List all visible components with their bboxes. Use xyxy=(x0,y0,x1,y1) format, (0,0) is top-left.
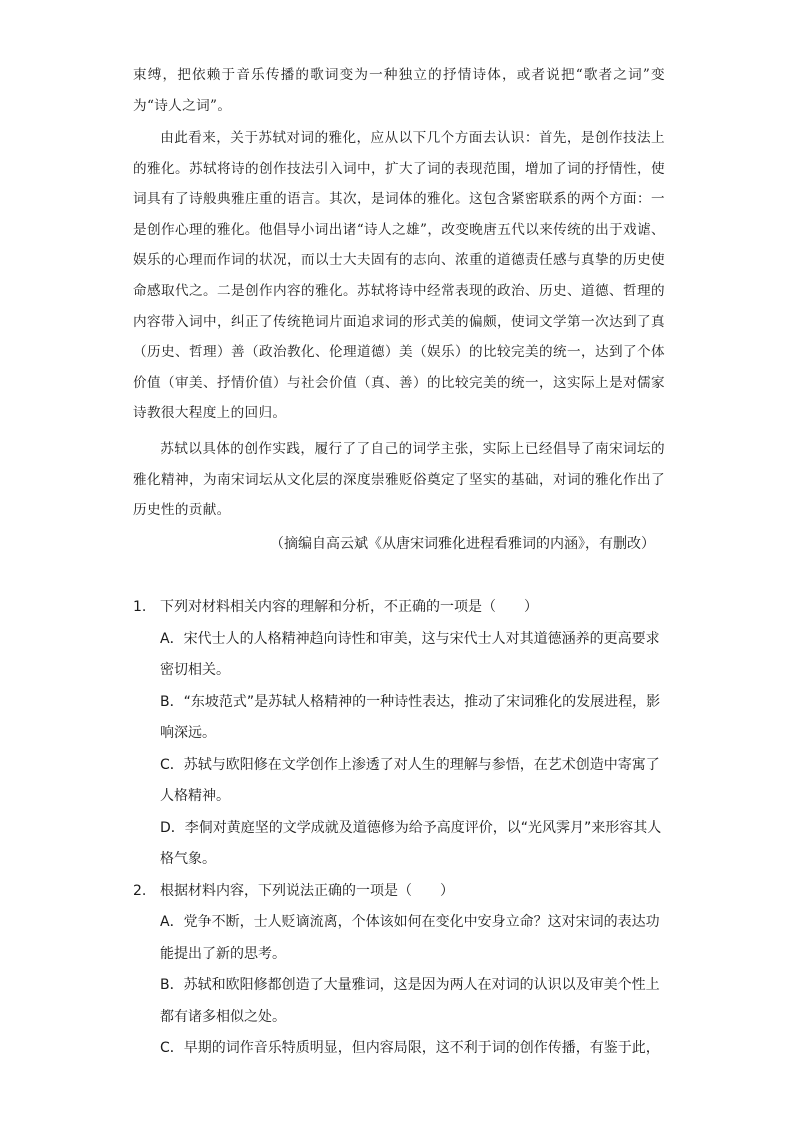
question-text: 下列对材料相关内容的理解和分析，不正确的一项是（ ） xyxy=(160,599,538,615)
option-d: D．李侗对黄庭坚的文学成就及道德修为给予高度评价，以“光风霁月”来形容其人格气象。 xyxy=(160,819,662,867)
passage-paragraph xyxy=(133,123,665,429)
question-2 xyxy=(133,876,673,1065)
question-stem xyxy=(133,876,673,908)
passage-text: 由此看来，关于苏轼对词的雅化，应从以下几个方面去认识：首先，是创作技法上的雅化。苏轼将诗的创作技法引入词中，扩大了词的表现范围，增加了词的抒情性，使词具有了诗般典雅庄重的语言。其次，是词体的雅化。这包含紧密联系的两个方面：一是创作心理的雅化。他倡导小词出诸“诗人之雄”，改变晚唐五代以来传统的出于戏谑、娱乐的心理而作词的状况，而以士大夫固有的志向、浓重的道德责任感与真挚的历史使命感取代之。二是创作内容的雅化。苏轼将诗中经常表现的政治、历史、道德、哲理的内容带入词中，纠正了传统艳词片面追求词的形式美的偏颇，使词文学第一次达到了真（历史、哲理）善（政治教化、伦理道德）美（娱乐）的比较完美的统一，达到了个体价值（审美、抒情价值）与社会价值（真、善）的比较完美的统一，这实际上是对儒家诗教很大程度上的回归。 xyxy=(133,130,665,422)
option-b: B．“东坡范式”是苏轼人格精神的一种诗性表达，推动了宋词雅化的发展进程，影响深远。 xyxy=(160,693,661,741)
question-stem xyxy=(133,592,673,624)
passage-text: 束缚，把依赖于音乐传播的歌词变为一种独立的抒情诗体，或者说把“歌者之词”变为“诗人之词”。 xyxy=(133,67,665,114)
passage-paragraph xyxy=(133,434,665,526)
question-number: 1. xyxy=(133,599,147,615)
option-a: A．党争不断，士人贬谪流离，个体该如何在变化中安身立命？这对宋词的表达功能提出了新的思考。 xyxy=(160,914,660,962)
option-b: B．苏轼和欧阳修都创造了大量雅词，这是因为两人在对词的认识以及审美个性上都有诸多相似之处。 xyxy=(160,977,660,1025)
option-a: A．宋代士人的人格精神趋向诗性和审美，这与宋代士人对其道德涵养的更高要求密切相关。 xyxy=(160,630,660,678)
source-citation: （摘编自高云斌《从唐宋词雅化进程看雅词的内涵》，有删改） xyxy=(270,536,655,552)
option-c: C．苏轼与欧阳修在文学创作上渗透了对人生的理解与参悟，在艺术创造中寄寓了人格精神。 xyxy=(160,756,660,804)
question-1 xyxy=(133,592,673,876)
passage-text: 苏轼以具体的创作实践，履行了了自己的词学主张，实际上已经倡导了南宋词坛的雅化精神，为南宋词坛从文化层的深度崇雅贬俗奠定了坚实的基础，对词的雅化作出了历史性的贡献。 xyxy=(133,441,665,519)
passage-paragraph-continued xyxy=(133,60,665,121)
option-c: C．早期的词作音乐特质明显，但内容局限，这不利于词的创作传播，有鉴于此， xyxy=(160,1040,660,1056)
question-text: 根据材料内容，下列说法正确的一项是（ ） xyxy=(160,882,454,899)
question-number: 2. xyxy=(133,882,147,899)
question-list xyxy=(133,592,673,1065)
